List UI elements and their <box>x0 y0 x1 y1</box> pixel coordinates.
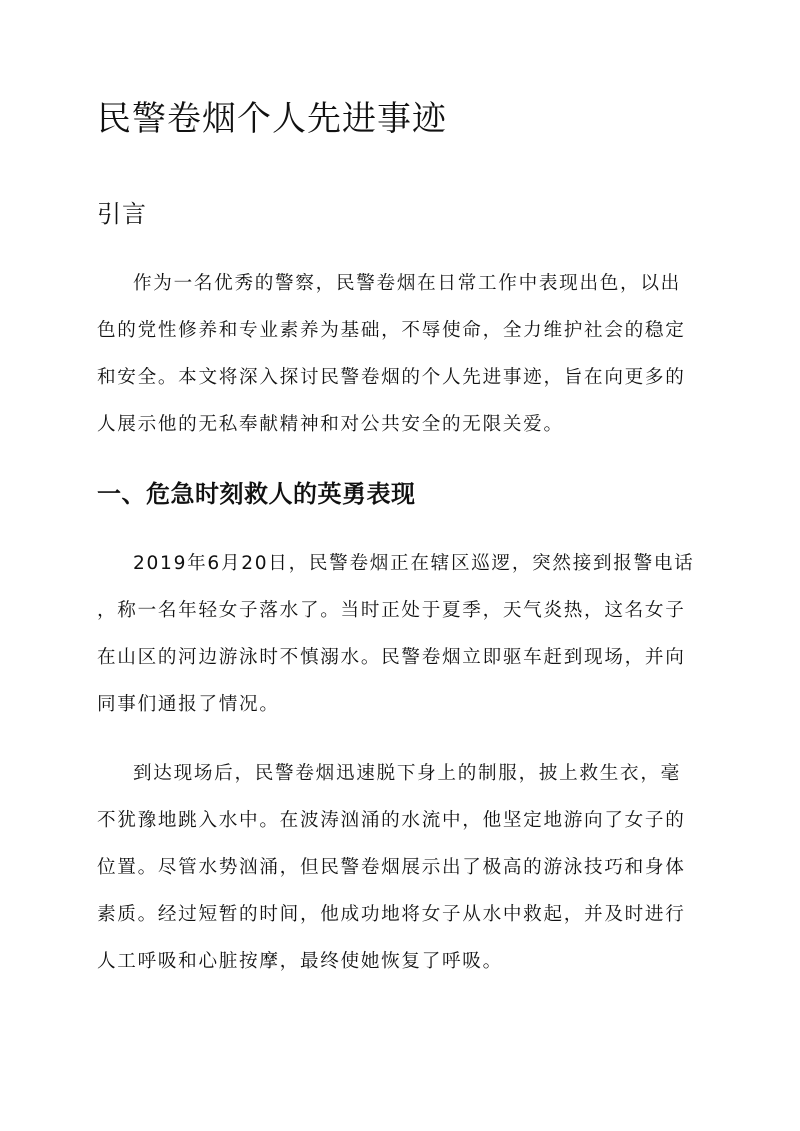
document-title: 民警卷烟个人先进事迹 <box>97 99 447 139</box>
section1-para2-line-3: 位置。尽管水势汹涌，但民警卷烟展示出了极高的游泳技巧和身体 <box>97 857 686 878</box>
intro-heading: 引言 <box>97 200 147 228</box>
section1-para2-line-2: 不犹豫地跳入水中。在波涛汹涌的水流中，他坚定地游向了女子的 <box>97 810 686 831</box>
section1-para1-line-4: 同事们通报了情况。 <box>97 694 280 715</box>
section1-heading: 一、危急时刻救人的英勇表现 <box>97 480 416 508</box>
section1-para2-line-4: 素质。经过短暂的时间，他成功地将女子从水中救起，并及时进行 <box>97 904 686 925</box>
section1-para1-line-3: 在山区的河边游泳时不慎溺水。民警卷烟立即驱车赶到现场，并向 <box>97 647 686 668</box>
section1-para2-line-1: 到达现场后，民警卷烟迅速脱下身上的制服，披上救生衣，毫 <box>133 763 681 784</box>
intro-line-2: 色的党性修养和专业素养为基础，不辱使命，全力维护社会的稳定 <box>97 320 686 341</box>
intro-line-1: 作为一名优秀的警察，民警卷烟在日常工作中表现出色，以出 <box>133 273 681 294</box>
intro-line-4: 人展示他的无私奉献精神和对公共安全的无限关爱。 <box>97 414 564 435</box>
section1-para1-line-2: ，称一名年轻女子落水了。当时正处于夏季，天气炎热，这名女子 <box>97 600 686 621</box>
section1-para1-line-1: 2019年6月20日，民警卷烟正在辖区巡逻，突然接到报警电话 <box>133 553 695 574</box>
section1-para2-line-5: 人工呼吸和心脏按摩，最终使她恢复了呼吸。 <box>97 951 503 972</box>
intro-line-3: 和安全。本文将深入探讨民警卷烟的个人先进事迹，旨在向更多的 <box>97 367 686 388</box>
